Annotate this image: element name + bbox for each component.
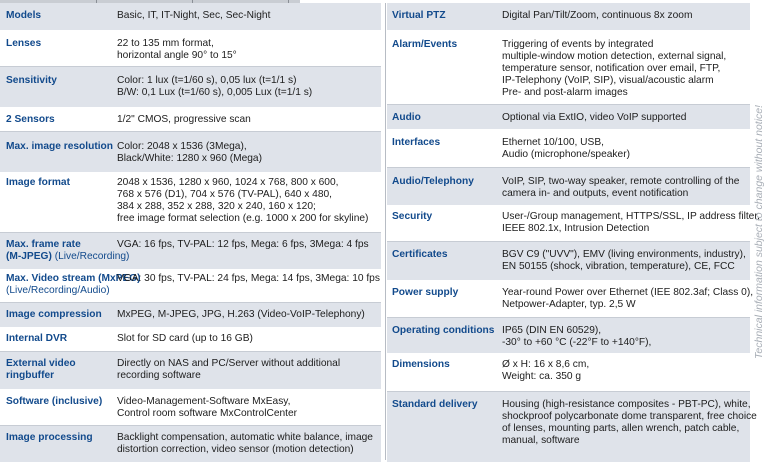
spec-label [392, 137, 440, 149]
spec-value-line: Netpower-Adapter, typ. 2,5 W [502, 299, 636, 310]
left-spec-row [0, 172, 381, 233]
spec-value [117, 309, 365, 321]
spec-value-line: 1/2" CMOS, progressive scan [117, 114, 251, 125]
spec-label-line: Operating conditions [392, 325, 495, 336]
spec-value-line: Color: 2048 x 1536 (3Mega), [117, 141, 247, 152]
spec-value-line: VGA: 16 fps, TV-PAL: 12 fps, Mega: 6 fps, 3Mega: 4 fps [117, 239, 369, 250]
spec-value-line: free image format selection (e.g. 1000 x 200 for skyline) [117, 213, 369, 224]
spec-label-line [6, 370, 76, 382]
spec-value-line: Triggering of events by integrated [502, 39, 654, 50]
spec-value-line: MxPEG, M-JPEG, JPG, H.263 (Video-VoIP-Telephony) [117, 309, 365, 320]
spec-value-line: camera in- and outputs, event notification [502, 188, 689, 199]
spec-label-part: ringbuffer [6, 370, 55, 381]
spec-value-line: Ø x H: 16 x 8,6 cm, [502, 359, 590, 370]
spec-label [6, 358, 76, 382]
left-spec-row [0, 269, 381, 303]
spec-label-line: Interfaces [392, 137, 441, 148]
spec-value-line: Backlight compensation, automatic white balance, image [117, 432, 373, 443]
left-spec-row [0, 67, 381, 107]
spec-value-line: 2048 x 1536, 1280 x 960, 1024 x 768, 800 x 600, [117, 177, 339, 188]
spec-value-line: Audio (microphone/speaker) [502, 149, 630, 160]
spec-label-line: Certificates [392, 249, 448, 260]
spec-value-line: BGV C9 ("UVV"), EMV (living environments, industry), [502, 249, 746, 260]
spec-label-line: 2 Sensors [6, 114, 55, 125]
spec-label-line: External video [6, 358, 76, 369]
spec-value [117, 38, 237, 62]
spec-value [117, 358, 340, 382]
spec-value [117, 141, 262, 165]
spec-value [502, 10, 692, 22]
spec-label-line: Models [6, 10, 42, 21]
left-spec-row [0, 389, 381, 426]
spec-label-line: Lenses [6, 38, 42, 49]
side-note [752, 4, 766, 459]
spec-label [392, 399, 478, 411]
spec-value [502, 359, 589, 383]
spec-value-line: EN 50155 (shock, vibration, temperature), CE, FCC [502, 261, 735, 272]
spec-label-line: Standard delivery [392, 399, 478, 410]
spec-value-line: multiple-window motion detection, external signal, [502, 51, 727, 62]
spec-label [392, 176, 474, 188]
spec-value-line: Directly on NAS and PC/Server without additional [117, 358, 341, 369]
spec-value-line: Video-Management-Software MxEasy, [117, 396, 291, 407]
spec-label-note: (Live/Recording/Audio) [6, 285, 110, 296]
spec-value-line: Basic, IT, IT-Night, Sec, Sec-Night [117, 10, 271, 21]
spec-label-line: Image format [6, 177, 70, 188]
right-spec-row [387, 242, 750, 280]
left-spec-row [0, 303, 381, 327]
spec-label-line: Software (inclusive) [6, 396, 103, 407]
spec-label-line: Security [392, 211, 433, 222]
spec-value [117, 273, 380, 285]
spec-value [502, 112, 686, 124]
spec-label [392, 287, 458, 299]
left-spec-row [0, 132, 381, 172]
spec-value-line: 384 x 288, 352 x 288, 320 x 240, 160 x 120; [117, 201, 316, 212]
spec-label [392, 325, 494, 337]
spec-value [502, 176, 739, 200]
spec-label-line: Power supply [392, 287, 459, 298]
spec-value [502, 287, 753, 311]
spec-label-line [6, 251, 129, 263]
spec-value-line: VGA: 30 fps, TV-PAL: 24 fps, Mega: 14 fps, 3Mega: 10 fps [117, 273, 380, 284]
spec-value-line: Digital Pan/Tilt/Zoom, continuous 8x zoom [502, 10, 693, 21]
spec-label [392, 10, 446, 22]
spec-label [6, 114, 55, 126]
spec-label-line: Audio [392, 112, 421, 123]
spec-value [117, 10, 270, 22]
spec-value-line: horizontal angle 90° to 15° [117, 50, 237, 61]
spec-value-line: 22 to 135 mm format, [117, 38, 214, 49]
spec-label [6, 396, 102, 408]
spec-label-line: Virtual PTZ [392, 10, 446, 21]
spec-value-line: distortion correction, video sensor (motion detection) [117, 444, 354, 455]
left-spec-row [0, 327, 381, 352]
spec-value-line: Black/White: 1280 x 960 (Mega) [117, 153, 262, 164]
spec-label [6, 239, 129, 263]
spec-label [6, 10, 41, 22]
right-spec-row [387, 129, 750, 168]
spec-value-line: recording software [117, 370, 201, 381]
spec-value-line: temperature sensor, notification over email, FTP, [502, 63, 721, 74]
right-spec-row [387, 280, 754, 318]
column-divider [385, 3, 386, 460]
spec-value-line: Slot for SD card (up to 16 GB) [117, 333, 253, 344]
spec-label-line: Image compression [6, 309, 102, 320]
right-spec-row [387, 30, 750, 105]
right-spec-row [387, 3, 750, 30]
spec-value-line: IP65 (DIN EN 60529), [502, 325, 602, 336]
spec-label-line: Audio/Telephony [392, 176, 474, 187]
spec-value [502, 325, 651, 349]
spec-label-line: Max. Video stream (MxPEG) [6, 273, 141, 284]
spec-value-line: of lenses, mounting parts, allen wrench, patch cable, [502, 423, 740, 434]
spec-label-line [6, 285, 141, 297]
left-spec-row [0, 352, 381, 389]
spec-value [117, 396, 297, 420]
spec-value-line: -30° to +60 °C (-22°F to +140°F), [502, 337, 652, 348]
spec-label [6, 38, 41, 50]
right-spec-row [387, 353, 750, 392]
spec-label [392, 39, 457, 51]
spec-value-line: IP-Telephony (VoIP, SIP), visual/acoustic alarm [502, 75, 714, 86]
side-note-text: Technical information subject to change without notice! [753, 104, 765, 359]
right-spec-row [387, 168, 750, 205]
spec-value [502, 211, 760, 235]
spec-label [6, 432, 93, 444]
spec-value-line: Year-round Power over Ethernet (IEE 802.3af; Class 0), [502, 287, 754, 298]
spec-label [392, 211, 432, 223]
right-spec-row [387, 105, 750, 129]
spec-value-line: Pre- and post-alarm images [502, 87, 628, 98]
spec-value [117, 75, 312, 99]
spec-label [6, 309, 102, 321]
right-spec-row [387, 318, 750, 353]
spec-value-line: IEEE 802.1x, Intrusion Detection [502, 223, 650, 234]
spec-value-line: Color: 1 lux (t=1/60 s), 0,05 lux (t=1/1 s) [117, 75, 297, 86]
spec-label-line: Image processing [6, 432, 93, 443]
spec-label-line: Internal DVR [6, 333, 68, 344]
spec-value [117, 177, 368, 225]
left-spec-row [0, 107, 381, 132]
spec-value-line: VoIP, SIP, two-way speaker, remote controlling of the [502, 176, 740, 187]
right-spec-row [387, 205, 760, 242]
spec-label [6, 75, 57, 87]
spec-value [117, 114, 251, 126]
spec-label-line: Dimensions [392, 359, 450, 370]
spec-value [502, 137, 630, 161]
spec-value-line: shockproof polycarbonate dome transparent, free choice [502, 411, 757, 422]
spec-value [117, 239, 369, 251]
spec-label [392, 112, 421, 124]
spec-label-line: Max. frame rate [6, 239, 81, 250]
right-spec-row [387, 392, 757, 462]
spec-value [117, 333, 253, 345]
spec-label-line: Alarm/Events [392, 39, 458, 50]
spec-label [392, 359, 450, 371]
spec-label [6, 177, 70, 189]
spec-value-line: Optional via ExtIO, video VoIP supported [502, 112, 687, 123]
spec-label [392, 249, 448, 261]
spec-value-line: manual, software [502, 435, 580, 446]
spec-value [502, 39, 726, 99]
spec-label-line: Max. image resolution [6, 141, 113, 152]
spec-value-line: Control room software MxControlCenter [117, 408, 298, 419]
spec-value [117, 432, 373, 456]
spec-value-line: Ethernet 10/100, USB, [502, 137, 604, 148]
spec-value-line: User-/Group management, HTTPS/SSL, IP address filter, [502, 211, 760, 222]
left-spec-row [0, 233, 381, 269]
spec-value-line: Weight: ca. 350 g [502, 371, 582, 382]
spec-value-line: Housing (high-resistance composites - PBT-PC), white, [502, 399, 751, 410]
spec-label-line: Sensitivity [6, 75, 57, 86]
spec-label-part: (M-JPEG) [6, 251, 55, 262]
spec-value [502, 399, 757, 447]
spec-label-note: (Live/Recording) [54, 251, 130, 262]
spec-value-line: B/W: 0,1 Lux (t=1/60 s), 0,005 Lux (t=1/1 s) [117, 87, 313, 98]
left-spec-row [0, 3, 381, 30]
left-spec-row [0, 30, 381, 67]
spec-label [6, 333, 67, 345]
spec-value-line: 768 x 576 (D1), 704 x 576 (TV-PAL), 640 x 480, [117, 189, 333, 200]
spec-value [502, 249, 746, 273]
spec-label [6, 141, 113, 153]
left-spec-row [0, 426, 381, 462]
